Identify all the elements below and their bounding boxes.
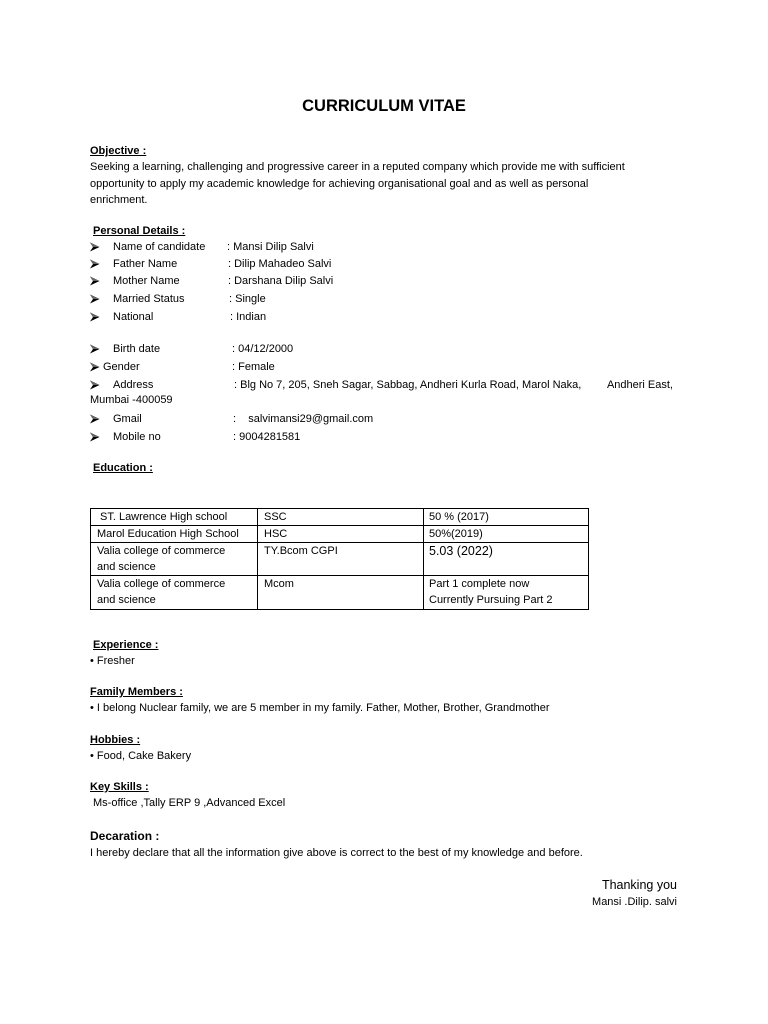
skills-text: Ms-office ,Tally ERP 9 ,Advanced Excel [93,797,286,809]
personal-row-father [0,257,768,271]
personal-label: National [113,311,154,323]
personal-row-national [0,310,768,324]
arrow-bullet-icon [90,276,100,286]
personal-value-continued: Andheri East, [606,379,673,391]
cell-line: Marol Education High School [97,528,239,540]
declaration-text: I hereby declare that all the information give above is correct to the best of my knowledge and before. [90,847,583,859]
cell-line: ST. Lawrence High school [100,511,228,523]
institution-cell [91,526,258,543]
closing-thanks: Thanking you [601,878,677,892]
cell-line: and science [97,594,156,606]
personal-label: Gmail [113,413,142,425]
education-heading: Education : [93,462,153,474]
personal-row-address [0,378,768,392]
result-cell [424,576,589,610]
personal-row-gender [0,360,768,374]
personal-row-birth-date [0,342,768,356]
personal-row-married-status [0,292,768,306]
address-second-line: Mumbai -400059 [90,394,173,406]
cell-line: Valia college of commerce [97,545,226,557]
personal-label: Married Status [113,293,185,305]
personal-value: : Mansi Dilip Salvi [227,241,314,253]
personal-value: : 04/12/2000 [232,343,294,355]
objective-line: enrichment. [90,194,148,206]
qualification-cell [258,543,424,576]
arrow-bullet-icon [90,242,100,252]
table-row [91,526,589,543]
objective-line: Seeking a learning, challenging and progressive career in a reputed company which provide me with sufficient [90,161,625,173]
personal-value: : 9004281581 [233,431,301,443]
cell-line: 50%(2019) [429,528,483,540]
personal-value: : salvimansi29@gmail.com [233,413,374,425]
personal-value: : Darshana Dilip Salvi [228,275,334,287]
arrow-bullet-icon [90,294,100,304]
signature-name: Mansi .Dilip. salvi [592,896,677,908]
arrow-bullet-icon [90,432,100,442]
personal-value: : Single [229,293,266,305]
table-row [91,543,589,576]
education-table [90,508,589,610]
qualification-cell [258,576,424,610]
cell-line: TY.Bcom CGPI [264,545,338,557]
personal-details-heading: Personal Details : [93,225,186,237]
experience-heading: Experience : [93,639,159,651]
arrow-bullet-icon [90,344,100,354]
list-item: • I belong Nuclear family, we are 5 member in my family. Father, Mother, Brother, Grandmother [90,702,550,714]
document-title: CURRICULUM VITAE [302,97,466,115]
personal-row-gmail [0,412,768,426]
qualification-cell [258,526,424,543]
list-item: • Food, Cake Bakery [90,750,192,762]
personal-value: : Blg No 7, 205, Sneh Sagar, Sabbag, Andheri Kurla Road, Marol Naka, [234,379,582,391]
institution-cell [91,509,258,526]
personal-label: Gender [103,361,140,373]
arrow-bullet-icon [90,380,100,390]
cell-line: SSC [264,511,287,523]
personal-value: : Indian [230,311,267,323]
cell-line: HSC [264,528,288,540]
cell-line: 50 % (2017) [429,511,489,523]
cell-line: Part 1 complete now [429,578,530,590]
personal-value: : Female [232,361,275,373]
cell-line: Valia college of commerce [97,578,226,590]
result-cell [424,543,589,576]
table-row [91,576,589,610]
result-cell [424,526,589,543]
cell-line: and science [97,561,156,573]
family-heading: Family Members : [90,686,183,698]
personal-row-name [0,240,768,254]
cell-line: Currently Pursuing Part 2 [429,594,553,606]
arrow-bullet-icon [90,312,100,322]
institution-cell [91,576,258,610]
personal-value: : Dilip Mahadeo Salvi [228,258,332,270]
personal-label: Mobile no [113,431,161,443]
cell-line: Mcom [264,578,294,590]
declaration-heading: Decaration : [90,829,160,843]
skills-heading: Key Skills : [90,781,149,793]
personal-label: Mother Name [113,275,180,287]
cell-line: 5.03 (2022) [429,544,493,558]
arrow-bullet-icon [90,362,100,372]
personal-row-mobile [0,430,768,444]
arrow-bullet-icon [90,259,100,269]
qualification-cell [258,509,424,526]
personal-label: Name of candidate [113,241,206,253]
objective-heading: Objective : [90,145,147,157]
personal-label: Father Name [113,258,178,270]
table-row [91,509,589,526]
personal-label: Address [113,379,154,391]
objective-line: opportunity to apply my academic knowledge for achieving organisational goal and as well as personal [90,178,589,190]
result-cell [424,509,589,526]
personal-row-mother [0,274,768,288]
personal-label: Birth date [113,343,161,355]
hobbies-heading: Hobbies : [90,734,141,746]
institution-cell [91,543,258,576]
arrow-bullet-icon [90,414,100,424]
list-item: • Fresher [90,655,135,667]
